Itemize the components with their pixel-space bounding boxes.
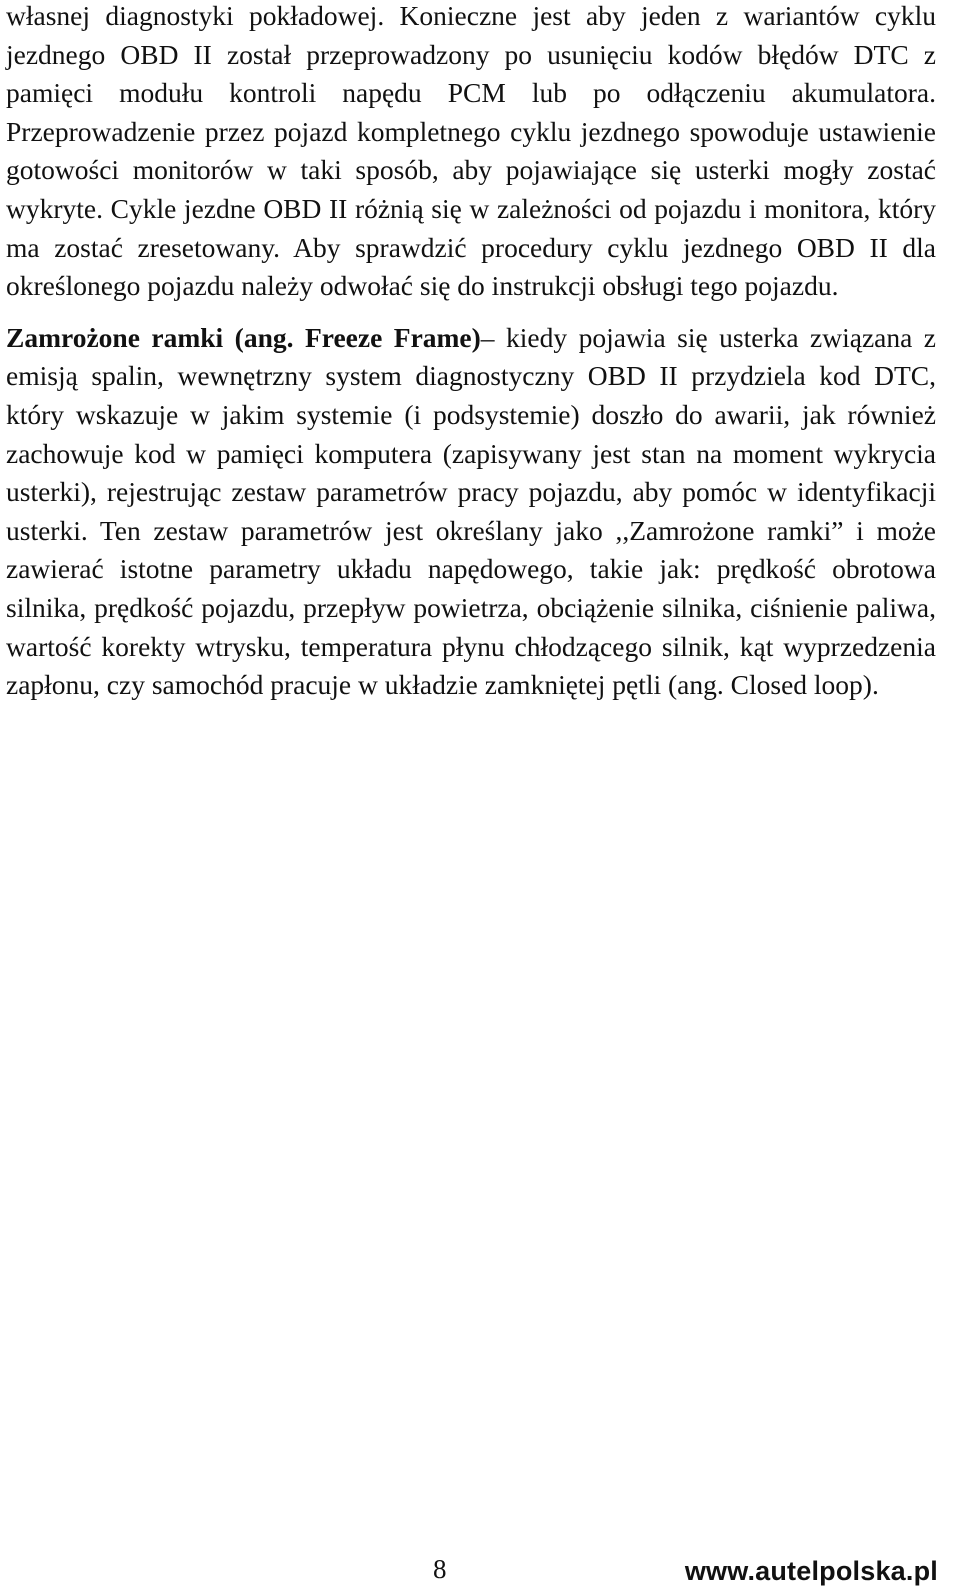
paragraph-obd-drive-cycle: własnej diagnostyki pokładowej. Konieczne jest aby jeden z wariantów cyklu jezdnego OBD II został przeprowadzony po usunięciu kodów błędów DTC z pamięci modułu kontroli napędu PCM lub po odłączeniu akumulatora. Przeprowadzenie przez pojazd kompletnego cyklu jezdnego spowoduje ustawienie gotowości monitorów w taki sposób, aby pojawiające się usterki mogły zostać wykryte. Cykle jezdne OBD II różnią się w zależności od pojazdu i monitora, który ma zostać zresetowany. Aby sprawdzić procedury cyklu jezdnego OBD II dla określonego pojazdu należy odwołać się do instrukcji obsługi tego pojazdu. [6,0,936,302]
paragraph-freeze-frame [6,319,936,705]
document-body [6,0,936,705]
page-number: 8 [433,1554,447,1584]
freeze-frame-description: – kiedy pojawia się usterka związana z emisją spalin, wewnętrzny system diagnostyczny OBD II przydziela kod DTC, który wskazuje w jakim systemie (i podsystemie) doszło do awarii, jak również zachowuje kod w pamięci komputera (zapisywany jest stan na moment wykrycia usterki), rejestrując zestaw parametrów pracy pojazdu, aby pomóc w identyfikacji usterki. Ten zestaw parametrów jest określany jako ,,Zamrożone ramki” i może zawierać istotne parametry układu napędowego, takie jak: prędkość obrotowa silnika, prędkość pojazdu, przepływ powietrza, obciążenie silnika, ciśnienie paliwa, wartość korekty wtrysku, temperatura płynu chłodzącego silnik, kąt wyprzedzenia zapłonu, czy samochód pracuje w układzie zamkniętej pętli (ang. Closed loop). [6,321,936,701]
website-url: www.autelpolska.pl [684,1556,938,1586]
freeze-frame-term: Zamrożone ramki (ang. Freeze Frame) [6,321,481,353]
page-footer [0,1552,960,1592]
